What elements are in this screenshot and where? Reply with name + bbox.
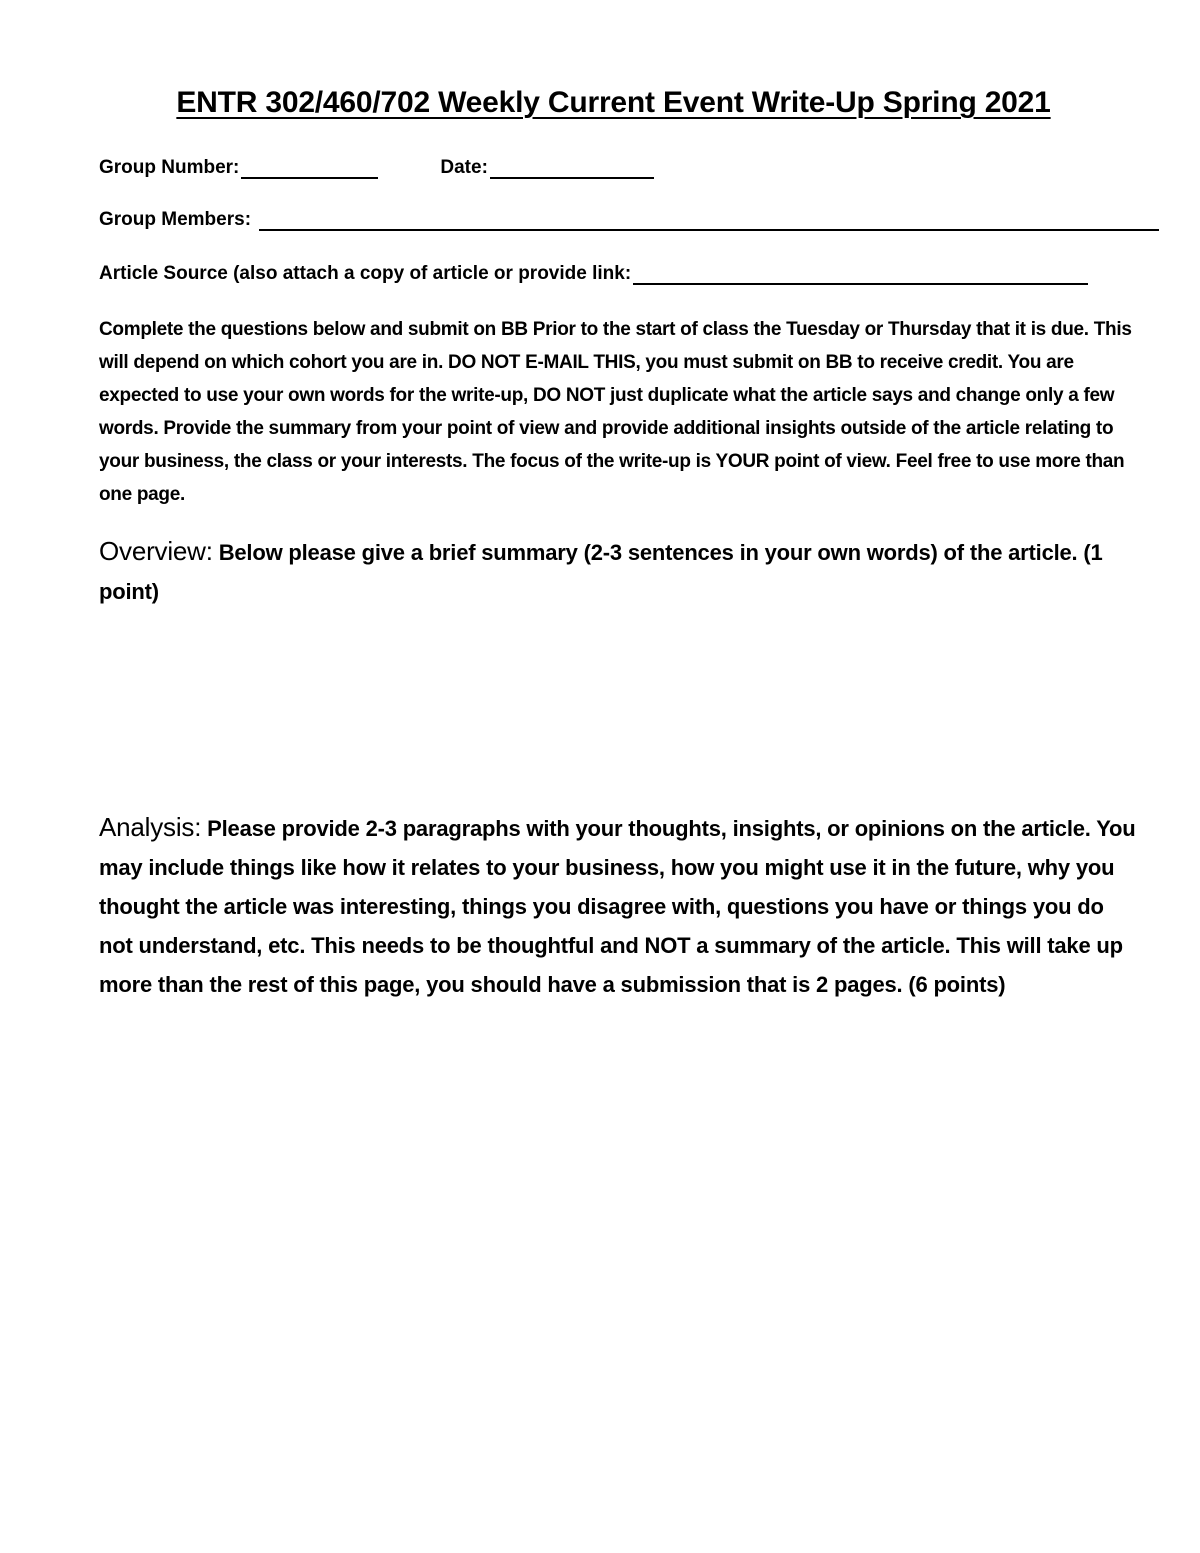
group-number-date-row — [99, 157, 654, 179]
group-members-blank — [259, 211, 559, 231]
page-title: ENTR 302/460/702 Weekly Current Event Write-Up Spring 2021 — [176, 86, 1051, 119]
date-label: Date: — [440, 157, 488, 178]
group-number-blank — [241, 159, 378, 179]
date-blank — [490, 159, 654, 179]
group-members-label: Group Members: — [99, 209, 252, 230]
overview-section — [99, 532, 1139, 611]
analysis-heading: Analysis: — [99, 812, 202, 842]
analysis-text: Please provide 2-3 paragraphs with your thoughts, insights, or opinions on the article. You may include things like how it relates to your business, how you might use it in the future, why you thought the article was interesting, things you disagree with, questions you have or things you do not understand, etc. This needs to be thoughtful and NOT a summary of the article. This will take up more than the rest of this page, you should have a submission that is 2 pages. (6 points) — [99, 816, 1136, 997]
article-source-label: Article Source (also attach a copy of article or provide link: — [99, 263, 632, 284]
instructions-paragraph: Complete the questions below and submit on BB Prior to the start of class the Tuesday or Thursday that it is due. This will depend on which cohort you are in. DO NOT E-MAIL THIS, you must submit on BB to receive credit. You are expected to use your own words for the write-up, DO NOT just duplicate what the article says and change only a few words. Provide the summary from your point of view and provide additional insights outside of the article relating to your business, the class or your interests. The focus of the write-up is YOUR point of view. Feel free to use more than one page. — [99, 319, 1132, 505]
group-members-blank-extension — [559, 211, 1159, 231]
article-source-blank — [633, 265, 1088, 285]
overview-heading: Overview: — [99, 536, 213, 566]
overview-text: Below please give a brief summary (2-3 sentences in your own words) of the article. (1 point) — [99, 540, 1103, 604]
group-number-label: Group Number: — [99, 157, 240, 178]
group-members-row — [99, 209, 1159, 231]
article-source-row — [99, 263, 1088, 285]
analysis-section — [99, 808, 1139, 1004]
